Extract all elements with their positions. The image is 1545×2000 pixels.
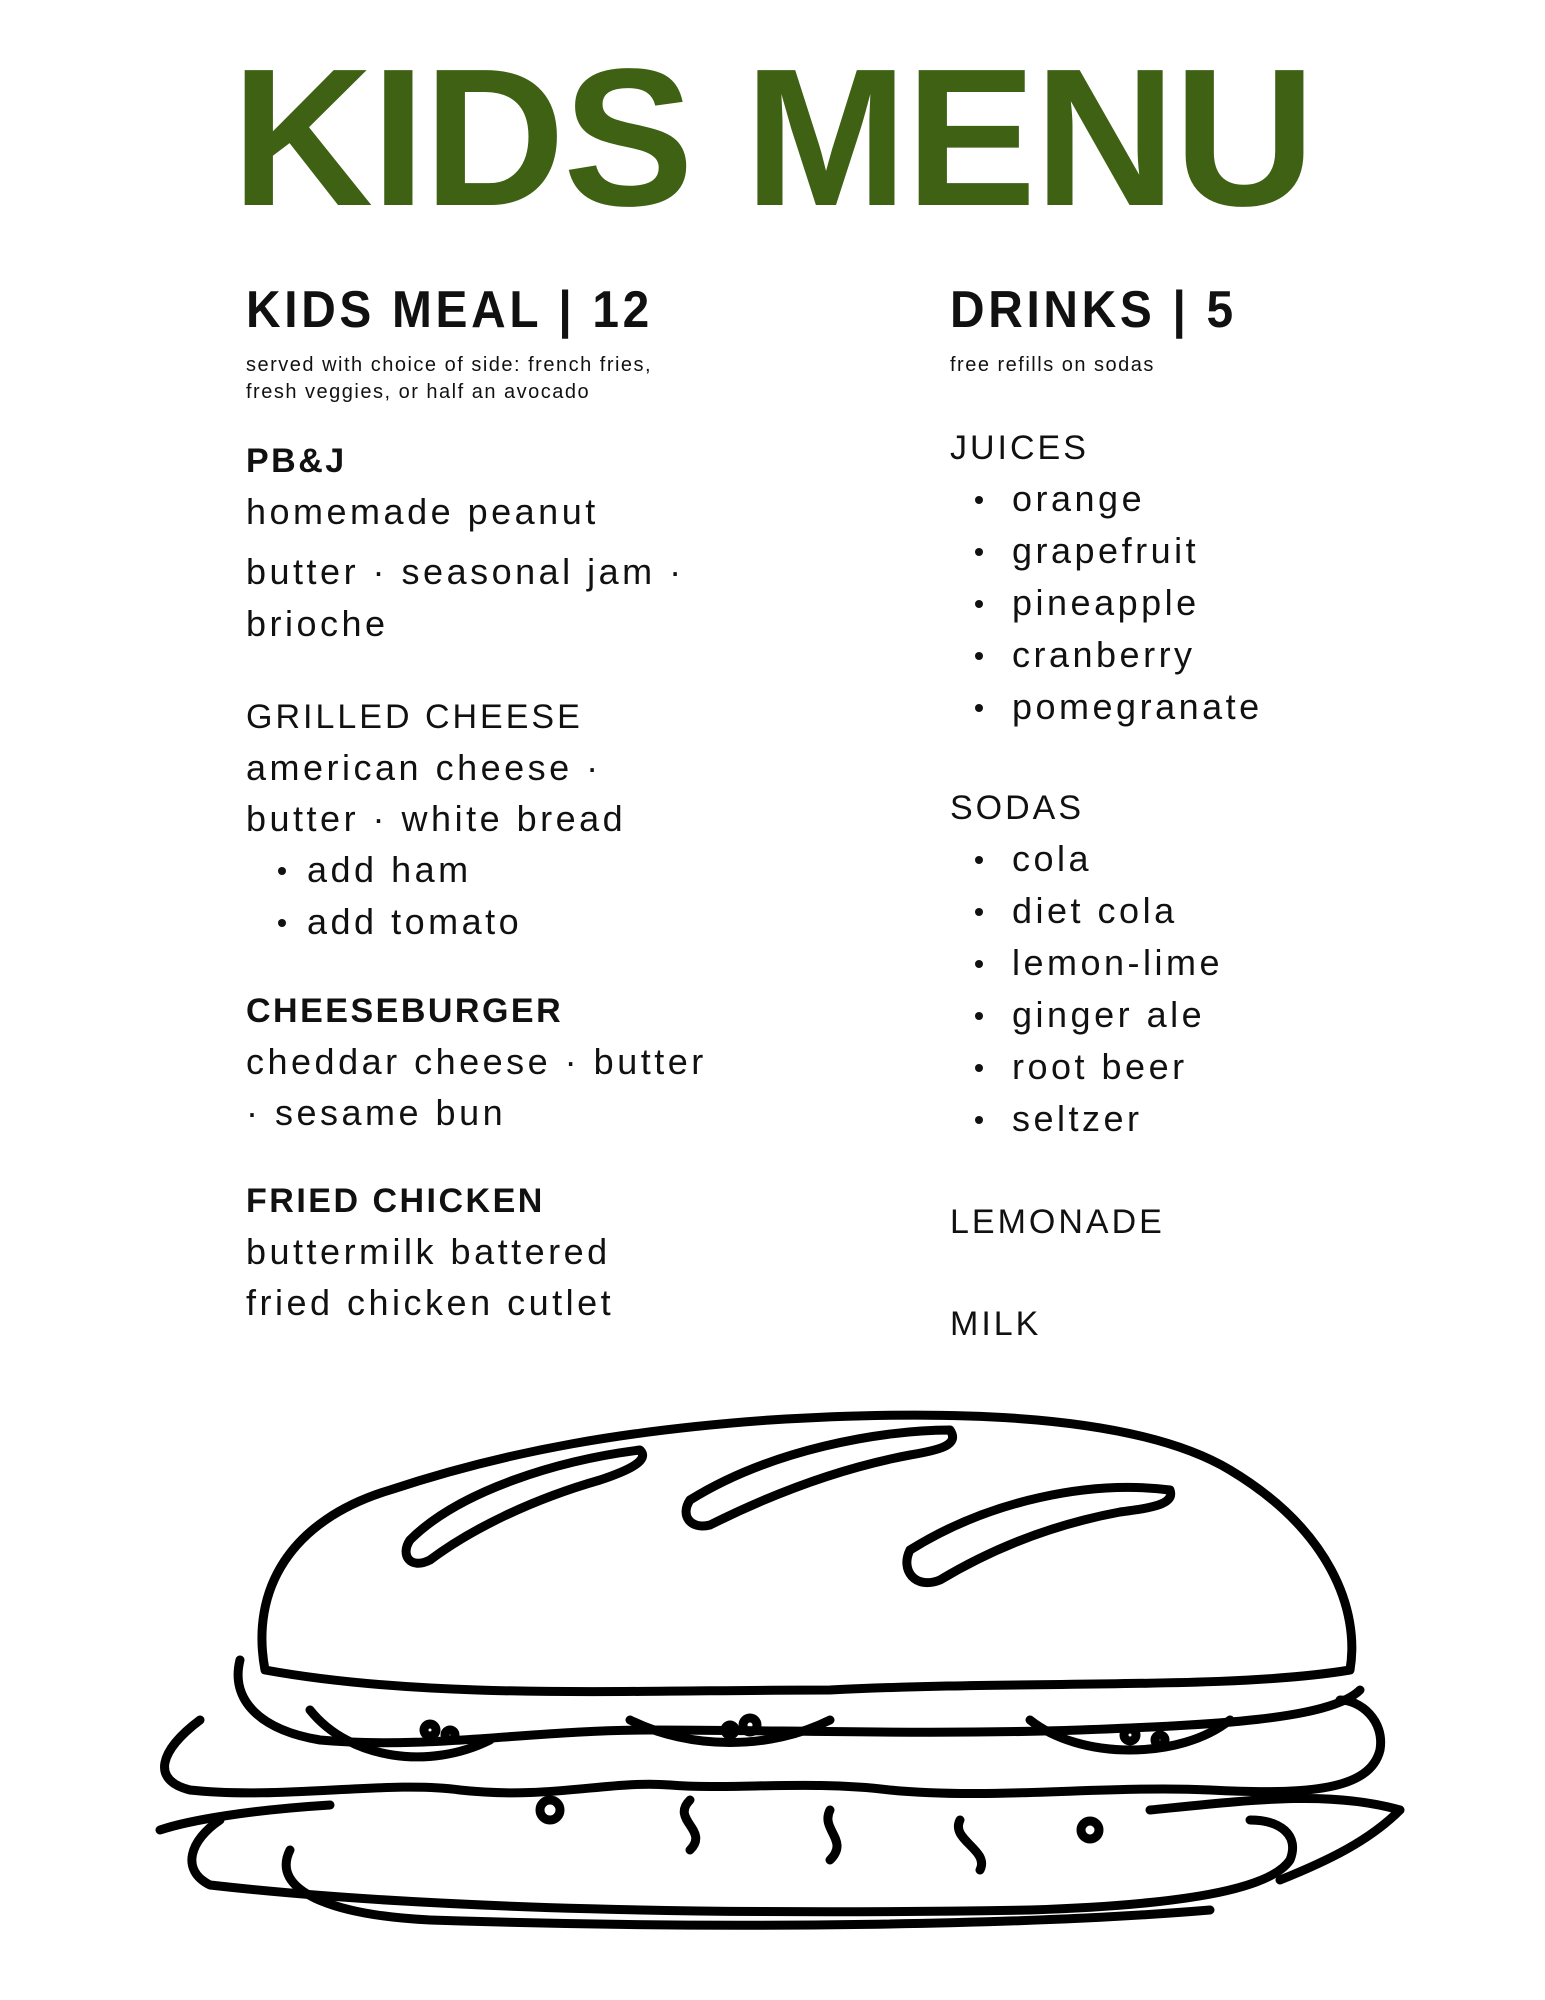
item-desc: · sesame bun — [246, 1092, 507, 1133]
item-desc: butter · seasonal jam · — [246, 551, 685, 592]
drink-option: pineapple — [950, 577, 1430, 629]
drink-option: ginger ale — [950, 989, 1430, 1041]
item-desc: fried chicken cutlet — [246, 1282, 615, 1323]
drink-option: grapefruit — [950, 525, 1430, 577]
item-desc: homemade peanut — [246, 491, 599, 532]
item-name: PB&J — [246, 442, 347, 480]
kids-meal-heading: KIDS MEAL | 12 — [246, 281, 653, 339]
drink-option: pomegranate — [950, 681, 1430, 733]
drink-milk — [950, 1299, 1430, 1349]
drink-name: MILK — [950, 1305, 1042, 1343]
drink-lemonade — [950, 1197, 1430, 1247]
menu-title: KIDS MENU — [231, 28, 1314, 247]
drinks-section — [950, 282, 1430, 1349]
item-name: GRILLED CHEESE — [246, 698, 583, 736]
menu-item-pbj — [246, 436, 846, 642]
soda-list — [950, 833, 1430, 1145]
addon-item: add tomato — [246, 896, 846, 948]
addon-list — [246, 844, 846, 948]
drink-option: root beer — [950, 1041, 1430, 1093]
drink-group-name: JUICES — [950, 429, 1089, 467]
item-desc: american cheese · — [246, 747, 602, 788]
menu-item-grilled-cheese — [246, 692, 846, 948]
juice-list — [950, 473, 1430, 733]
drink-group-name: SODAS — [950, 789, 1085, 827]
drink-name: LEMONADE — [950, 1203, 1165, 1241]
menu-item-fried-chicken — [246, 1176, 846, 1328]
item-name: FRIED CHICKEN — [246, 1182, 545, 1220]
drinks-heading: DRINKS | 5 — [950, 281, 1237, 339]
item-name: CHEESEBURGER — [246, 992, 564, 1030]
item-desc: buttermilk battered — [246, 1231, 611, 1272]
drink-option: cola — [950, 833, 1430, 885]
menu-item-cheeseburger — [246, 986, 846, 1138]
drink-option: orange — [950, 473, 1430, 525]
addon-item: add ham — [246, 844, 846, 896]
drink-group-juices — [950, 423, 1430, 733]
sandwich-icon — [130, 1390, 1410, 1930]
kids-meal-section — [246, 282, 846, 1328]
drink-option: seltzer — [950, 1093, 1430, 1145]
item-desc: cheddar cheese · butter — [246, 1041, 707, 1082]
kids-meal-subtitle — [246, 352, 846, 406]
drink-option: diet cola — [950, 885, 1430, 937]
subtitle-line: served with choice of side: french fries, — [246, 354, 653, 376]
item-desc: butter · white bread — [246, 798, 627, 839]
item-desc: brioche — [246, 603, 389, 644]
subtitle-line: fresh veggies, or half an avocado — [246, 381, 591, 403]
drink-option: lemon-lime — [950, 937, 1430, 989]
drinks-subtitle: free refills on sodas — [950, 354, 1155, 376]
drink-option: cranberry — [950, 629, 1430, 681]
drink-group-sodas — [950, 783, 1430, 1145]
